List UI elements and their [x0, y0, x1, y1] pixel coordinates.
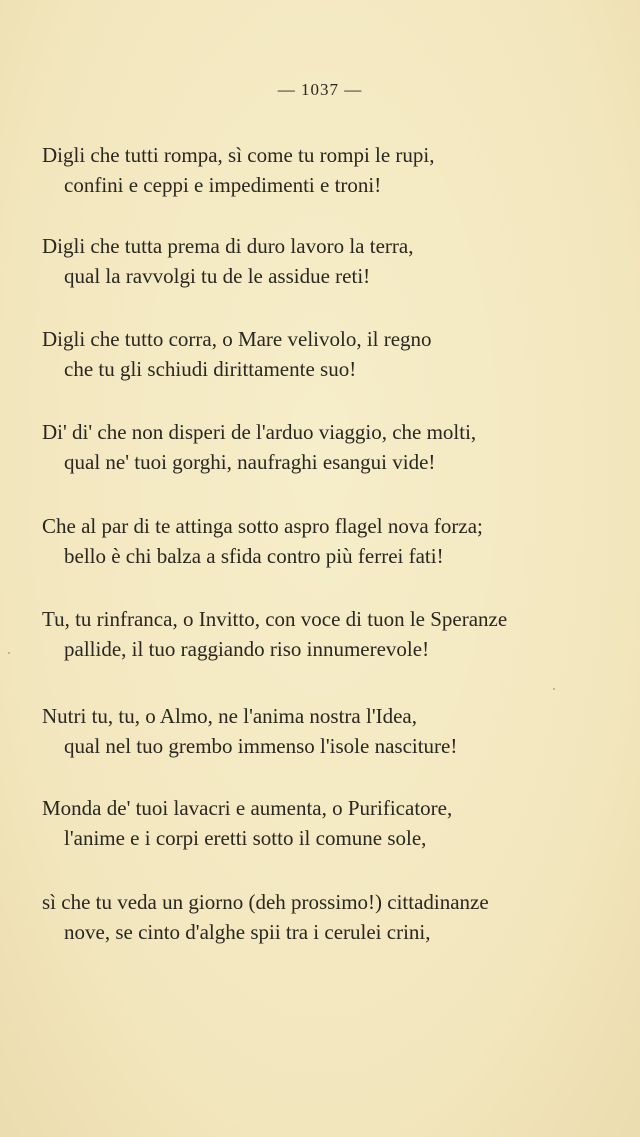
verse-line: confini e ceppi e impedimenti e troni!: [64, 173, 382, 197]
verse-line: Digli che tutta prema di duro lavoro la terra,: [42, 234, 414, 258]
stanza-4: [42, 417, 602, 477]
stanza-9: [42, 887, 602, 947]
stanza-6: [42, 604, 602, 664]
verse-line: pallide, il tuo raggiando riso innumerevole!: [64, 637, 430, 661]
page-number: — 1037 —: [277, 80, 363, 99]
verse-line: qual nel tuo grembo immenso l'isole nasciture!: [64, 734, 458, 758]
verse-line: l'anime e i corpi eretti sotto il comune sole,: [64, 826, 427, 850]
stanza-2: [42, 231, 602, 291]
verse-line: sì che tu veda un giorno (deh prossimo!) cittadinanze: [42, 890, 489, 914]
verse-line: che tu gli schiudi dirittamente suo!: [64, 357, 357, 381]
verse-line: nove, se cinto d'alghe spii tra i cerulei crini,: [64, 920, 431, 944]
verse-line: Nutri tu, tu, o Almo, ne l'anima nostra l'Idea,: [42, 704, 417, 728]
stanza-1: [42, 140, 602, 200]
paper-speck: [553, 688, 555, 690]
stanza-8: [42, 793, 602, 853]
verse-line: Digli che tutti rompa, sì come tu rompi le rupi,: [42, 143, 435, 167]
verse-line: qual la ravvolgi tu de le assidue reti!: [64, 264, 371, 288]
verse-line: Digli che tutto corra, o Mare velivolo, il regno: [42, 327, 432, 351]
verse-line: Di' di' che non disperi de l'arduo viaggio, che molti,: [42, 420, 477, 444]
paper-speck: [8, 652, 10, 654]
verse-line: qual ne' tuoi gorghi, naufraghi esangui vide!: [64, 450, 436, 474]
verse-line: bello è chi balza a sfida contro più ferrei fati!: [64, 544, 444, 568]
verse-line: Tu, tu rinfranca, o Invitto, con voce di tuon le Speranze: [42, 607, 508, 631]
verse-line: Che al par di te attinga sotto aspro flagel nova forza;: [42, 514, 483, 538]
stanza-5: [42, 511, 602, 571]
stanza-3: [42, 324, 602, 384]
stanza-7: [42, 701, 602, 761]
verse-line: Monda de' tuoi lavacri e aumenta, o Purificatore,: [42, 796, 453, 820]
